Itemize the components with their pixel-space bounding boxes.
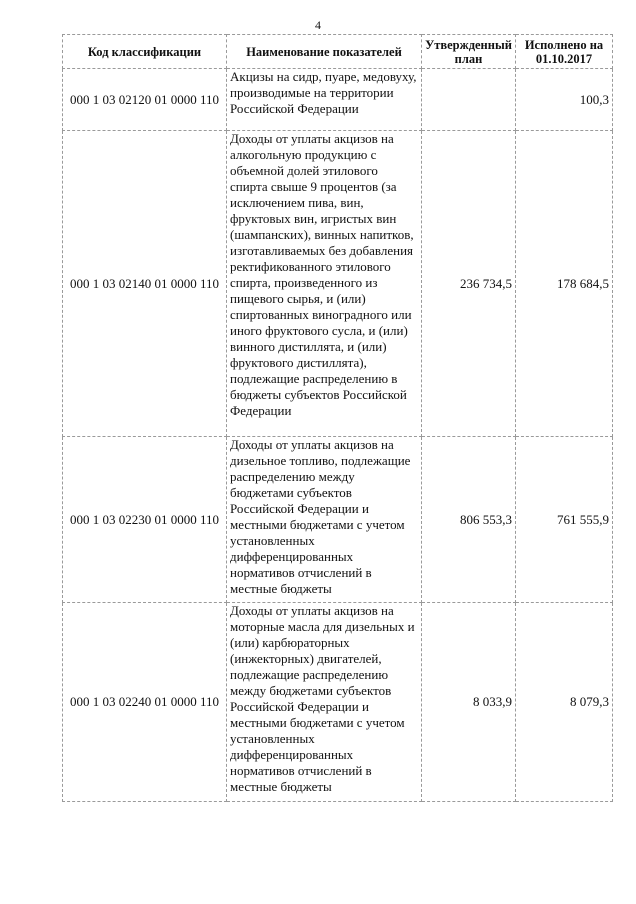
table-header-row	[63, 35, 613, 69]
row-name: Доходы от уплаты акцизов на моторные масла для дизельных и (или) карбюраторных (инжекторных) двигателей, подлежащие распределению между бюджетами субъектов Российской Федерации и местными бюджетами с учетом установленных дифференцированных нормативов отчислений в местные бюджеты	[227, 603, 422, 802]
row-code: 000 1 03 02240 01 0000 110	[63, 603, 227, 802]
row-plan: 8 033,9	[422, 603, 516, 802]
budget-table	[62, 34, 613, 802]
table-row	[63, 131, 613, 437]
row-plan: 806 553,3	[422, 437, 516, 603]
row-plan	[422, 69, 516, 131]
table-row	[63, 69, 613, 131]
table-row	[63, 437, 613, 603]
row-name: Доходы от уплаты акцизов на дизельное топливо, подлежащие распределению между бюджетами субъектов Российской Федерации и местными бюджетами с учетом установленных дифференцированных нормативов отчислений в местные бюджеты	[227, 437, 422, 603]
header-fact: Исполнено на 01.10.2017	[516, 35, 613, 69]
header-name: Наименование показателей	[227, 35, 422, 69]
row-code: 000 1 03 02140 01 0000 110	[63, 131, 227, 437]
row-fact: 8 079,3	[516, 603, 613, 802]
row-fact: 761 555,9	[516, 437, 613, 603]
row-name: Доходы от уплаты акцизов на алкогольную продукцию с объемной долей этилового спирта свыше 9 процентов (за исключением пива, вин, фруктовых вин, игристых вин (шампанских), винных напитков, изготавливаемых без добавления ректификованного этилового спирта, произведенного из пищевого сырья, и (или) спиртованных виноградного или иного фруктового сусла, и (или) винного дистиллята, и (или) фруктового дистиллята), подлежащие распределению в бюджеты субъектов Российской Федерации	[227, 131, 422, 437]
row-code: 000 1 03 02120 01 0000 110	[63, 69, 227, 131]
row-name: Акцизы на сидр, пуаре, медовуху, производимые на территории Российской Федерации	[227, 69, 422, 131]
header-plan: Утвержденный план	[422, 35, 516, 69]
table-row	[63, 603, 613, 802]
row-code: 000 1 03 02230 01 0000 110	[63, 437, 227, 603]
row-fact: 100,3	[516, 69, 613, 131]
row-fact: 178 684,5	[516, 131, 613, 437]
header-code: Код классификации	[63, 35, 227, 69]
row-plan: 236 734,5	[422, 131, 516, 437]
page-number: 4	[315, 18, 321, 32]
